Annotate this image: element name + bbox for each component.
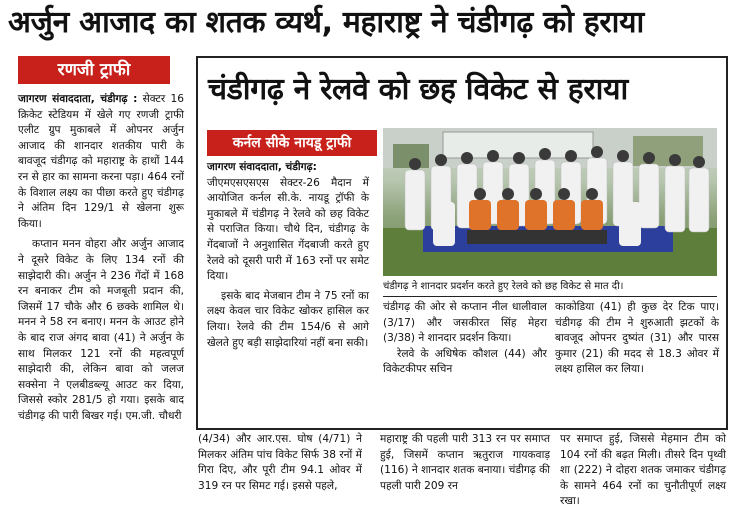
boxed-col-2-para-1: चंडीगढ़ की ओर से कप्तान नील धालीवाल (3/17) और जसकीरत सिंह मेहरा (3/38) ने शानदार प्रदर्शन किया। (383, 301, 547, 345)
boxed-col-3-para-1: काकोडिया (41) ही कुछ देर टिक पाए। चंडीगढ़ की टीम ने शुरुआती झटकों के बावजूद ओपनर दुष्यंत (31) और पारस कुमार (21) की मदद से 18.3 ओवर में लक्ष्य हासिल कर लिया। (555, 301, 719, 376)
team-photo (383, 128, 717, 276)
left-paragraph-1: सेक्टर 16 क्रिकेट स्टेडियम में खेले गए रणजी ट्राफी एलीट ग्रुप मुकाबले में ओपनर अर्जुन आजाद की शानदार शतकीय पारी के बावजूद चंडीगढ़ को महाराष्ट्र के हाथों 144 रन से हार का सामना करना पड़ा। 464 रनों के विशाल लक्ष्य का पीछा करते हुए चंडीगढ़ ने अंतिम दिन 129/1 से खेलना शुरू किया। (18, 93, 184, 230)
boxed-col-1 (207, 160, 369, 422)
boxed-col-1-para-2: इसके बाद मेजबान टीम ने 75 रनों का लक्ष्य केवल चार विकेट खोकर हासिल कर लिया। रेलवे की टीम 154/6 से आगे खेलते हुए बड़ी साझेदारियां नहीं बना सकी। (207, 289, 369, 349)
boxed-col-2 (383, 300, 547, 424)
page-headline: अर्जुन आजाद का शतक व्यर्थ, महाराष्ट्र ने चंडीगढ़ को हराया (8, 5, 644, 40)
boxed-headline: चंडीगढ़ ने रेलवे को छह विकेट से हराया (208, 72, 629, 107)
left-paragraph-2: कप्तान मनन वोहरा और अर्जुन आजाद ने दूसरे विकेट के लिए 134 रनों की साझेदारी की। अर्जुन ने 236 गेंदों में 168 रन बनाकर टीम को मजबूती प्रदान की, जिसमें 17 चौके और 6 छक्के शामिल थे। मनन ने 58 रन बनाए। मनन के आउट होने के बाद राज अंगद बावा (41) ने अर्जुन के साथ मिलकर 121 रनों की महत्वपूर्ण साझेदारी की, लेकिन बावा को जलज सक्सेना ने एलबीडब्ल्यू आउट कर दिया, जिससे स्कोर 281/5 हो गया। इसके बाद चंडीगढ़ की पारी बिखर गई। एम.जी. चौधरी (18, 238, 184, 422)
caption-divider (383, 296, 717, 297)
boxed-col-3 (555, 300, 719, 424)
section-tag-ranji: रणजी ट्राफी (18, 56, 170, 84)
team-photo-illustration (383, 128, 717, 276)
section-tag-ck-nayudu: कर्नल सीके नायडू ट्राफी (207, 130, 377, 156)
photo-caption: चंडीगढ़ ने शानदार प्रदर्शन करते हुए रेलवे को छह विकेट से मात दी। (383, 281, 624, 292)
right-continuation: पर समाप्त हुई, जिससे मेहमान टीम को 104 रनों की बढ़त मिली। तीसरे दिन पृथ्वी शा (222) ने दोहरा शतक जमाकर चंडीगढ़ के सामने 464 रनों का चुनौतीपूर्ण लक्ष्य रखा। (560, 433, 726, 508)
left-story-text (18, 92, 184, 524)
boxed-col-1-para-1: जीएमएसएसएस सेक्टर-26 मैदान में आयोजित कर्नल सी.के. नायडू ट्रॉफी के मुकाबले में चंडीगढ़ ने रेलवे को छह विकेट से पराजित किया। चौथे दिन, चंडीगढ़ के गेंदबाजों ने अनुशासित गेंदबाजी करते हुए रेलवे को दूसरी पारी में 163 रनों पर समेट दिया। (207, 176, 369, 283)
boxed-col-2-para-2: रेलवे के अधिषेक कौशल (44) और विकेटकीपर सचिन (383, 347, 547, 376)
left-byline: जागरण संवाददाता, चंडीगढ़ : (18, 93, 138, 105)
middle-continuation: महाराष्ट्र की पहली पारी 313 रन पर समाप्त हुई, जिसमें कप्तान ऋतुराज गायकवाड़ (116) ने शानदार शतक बनाया। चंडीगढ़ की पहली पारी 209 रन (380, 433, 550, 492)
boxed-byline: जागरण संवाददाता, चंडीगढ़: (207, 161, 317, 173)
left-story-continuation: (4/34) और आर.एस. घोष (4/71) ने मिलकर अंतिम पांच विकेट सिर्फ 38 रनों में गिरा दिए, और पूरी टीम 94.1 ओवर में 319 रन पर सिमट गई। इससे पहले, (198, 433, 362, 492)
